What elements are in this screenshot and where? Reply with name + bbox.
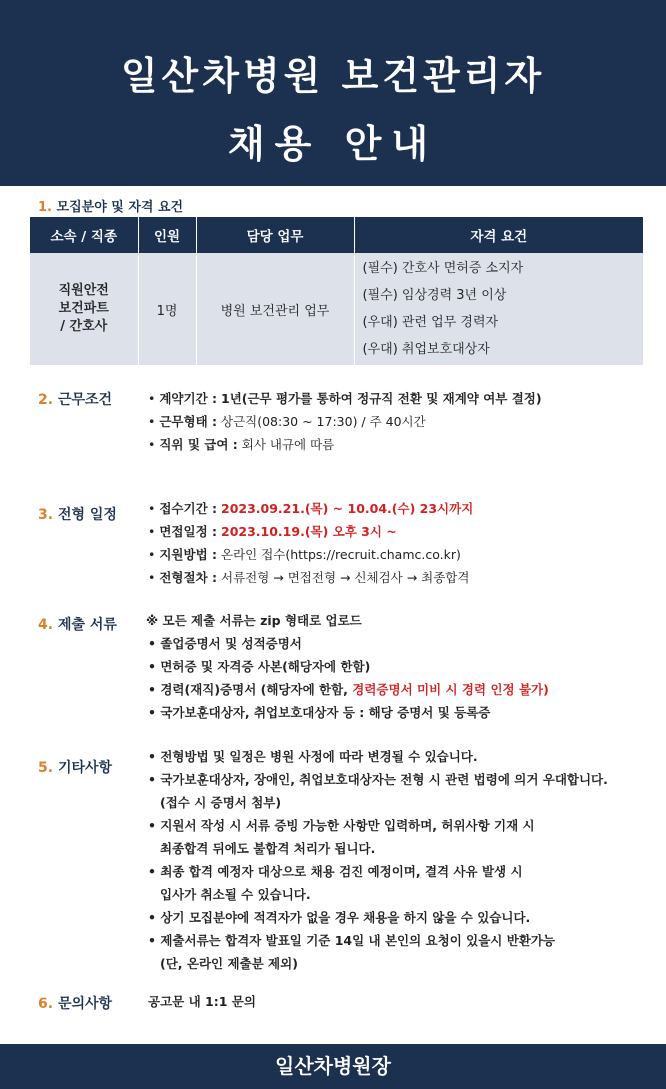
list-item: • 지원방법 : 온라인 접수(https://recruit.chamc.co.kr) [148, 547, 461, 562]
career-warning: 경력증명서 미비 시 경력 인정 불가) [352, 682, 549, 697]
notes-list [148, 745, 608, 975]
list-item: • 상기 모집분야에 적격자가 없을 경우 채용을 하지 않을 수 있습니다. [148, 910, 531, 925]
upload-note: ※ 모든 제출 서류는 zip 형태로 업로드 [146, 613, 362, 628]
header-banner [0, 0, 666, 186]
section2-title: 2. 근무조건 [38, 392, 113, 408]
section5-title: 5. 기타사항 [38, 760, 113, 776]
list-item: • 근무형태 : 상근직(08:30 ~ 17:30) / 주 40시간 [148, 414, 426, 429]
list-item: • 면허증 및 자격증 사본(해당자에 한함) [148, 659, 371, 674]
list-item: • 졸업증명서 및 성적증명서 [148, 636, 302, 651]
page-subtitle: 채용 안내 [227, 122, 439, 166]
column-header: 담당 업무 [196, 217, 354, 253]
list-item: • 국가보훈대상자, 장애인, 취업보호대상자는 전형 시 관련 법령에 의거 우대합니다. [148, 772, 608, 787]
count-cell: 1명 [138, 253, 196, 365]
list-item-continuation: (접수 시 증명서 첨부) [160, 795, 282, 810]
section3-title: 3. 전형 일정 [38, 507, 117, 523]
duty-cell: 병원 보건관리 업무 [196, 253, 354, 365]
list-item: • 면접일정 : 2023.10.19.(목) 오후 3시 ~ [148, 524, 397, 539]
requirements-cell: (필수) 간호사 면허증 소지자 (필수) 임상경력 3년 이상 (우대) 관련 업무 경력자 (우대) 취업보호대상자 [354, 253, 643, 365]
footer-signature: 일산차병원장 [0, 1044, 666, 1089]
requirements-table [30, 217, 643, 365]
list-item: • 전형방법 및 일정은 병원 사정에 따라 변경될 수 있습니다. [148, 749, 478, 764]
list-item: • 제출서류는 합격자 발표일 기준 14일 내 본인의 요청이 있을시 반환가능 [148, 933, 556, 948]
dept-cell: 직원안전 보건파트 / 간호사 [30, 253, 138, 365]
list-item: • 직위 및 급여 : 회사 내규에 따름 [148, 437, 335, 452]
list-item-continuation: (단, 온라인 제출분 제외) [160, 956, 298, 971]
column-header: 소속 / 직종 [30, 217, 138, 253]
list-item: • 접수기간 : 2023.09.21.(목) ~ 10.04.(수) 23시까지 [148, 501, 474, 516]
column-header: 인원 [138, 217, 196, 253]
section4-title: 4. 제출 서류 [38, 617, 117, 633]
list-item: • 경력(재직)증명서 (해당자에 한함, 경력증명서 미비 시 경력 인정 불가) [148, 682, 549, 697]
list-item: • 지원서 작성 시 서류 증빙 가능한 사항만 입력하며, 허위사항 기재 시 [148, 818, 535, 833]
section6-title: 6. 문의사항 [38, 996, 113, 1012]
list-item: • 국가보훈대상자, 취업보호대상자 등 : 해당 증명서 및 등록증 [148, 705, 491, 720]
list-item: • 계약기간 : 1년(근무 평가를 통하여 정규직 전환 및 재계약 여부 결정) [148, 391, 542, 406]
list-item: • 최종 합격 예정자 대상으로 채용 검진 예정이며, 결격 사유 발생 시 [148, 864, 523, 879]
page-title: 일산차병원 보건관리자 [120, 54, 546, 98]
section1-title: 1. 모집분야 및 자격 요건 [38, 200, 184, 215]
list-item-continuation: 입사가 취소될 수 있습니다. [160, 887, 311, 902]
documents-list [148, 609, 549, 724]
work-conditions-list [148, 387, 542, 456]
list-item: • 전형절차 : 서류전형 → 면접전형 → 신체검사 → 최종합격 [148, 570, 470, 585]
column-header: 자격 요건 [354, 217, 643, 253]
schedule-list [148, 497, 473, 589]
inquiry-text: 공고문 내 1:1 문의 [148, 994, 256, 1009]
table-row [30, 253, 643, 365]
list-item-continuation: 최종합격 뒤에도 불합격 처리가 됩니다. [160, 841, 376, 856]
